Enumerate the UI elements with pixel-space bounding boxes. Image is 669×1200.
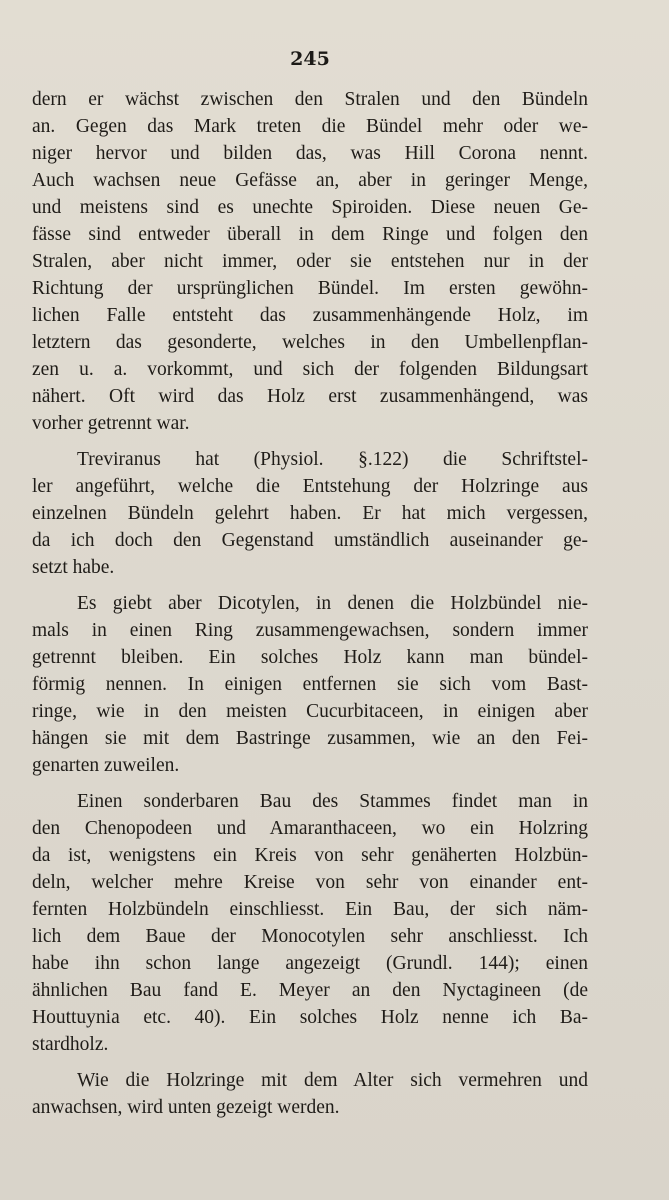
- text-line: habe ihn schon lange angezeigt (Grundl. 144); einen: [32, 953, 588, 974]
- text-line: dern er wächst zwischen den Stralen und den Bündeln: [32, 89, 588, 110]
- text-line: nähert. Oft wird das Holz erst zusammenhängend, was: [32, 386, 588, 407]
- text-line: fässe sind entweder überall in dem Ringe und folgen den: [32, 224, 588, 245]
- paragraph: [32, 590, 588, 779]
- text-line: lich dem Baue der Monocotylen sehr anschliesst. Ich: [32, 926, 588, 947]
- paragraph: [32, 1067, 588, 1121]
- paragraph: [32, 86, 588, 437]
- text-line: Auch wachsen neue Gefässe an, aber in geringer Menge,: [32, 170, 588, 191]
- text-line: ler angeführt, welche die Entstehung der Holzringe aus: [32, 476, 588, 497]
- text-line: und meistens sind es unechte Spiroiden. Diese neuen Ge-: [32, 197, 588, 218]
- paragraph-gap: [32, 581, 588, 590]
- text-line: niger hervor und bilden das, was Hill Corona nennt.: [32, 143, 588, 164]
- text-line: hängen sie mit dem Bastringe zusammen, wie an den Fei-: [32, 728, 588, 749]
- page-number: 245: [290, 48, 330, 70]
- text-line: Es giebt aber Dicotylen, in denen die Holzbündel nie-: [77, 593, 588, 614]
- text-line: vorher getrennt war.: [32, 413, 190, 434]
- paragraph-gap: [32, 1058, 588, 1067]
- text-line: setzt habe.: [32, 557, 115, 578]
- text-line: deln, welcher mehre Kreise von sehr von einander ent-: [32, 872, 588, 893]
- text-line: einzelnen Bündeln gelehrt haben. Er hat mich vergessen,: [32, 503, 588, 524]
- text-line: Stralen, aber nicht immer, oder sie entstehen nur in der: [32, 251, 588, 272]
- text-line: lichen Falle entsteht das zusammenhängende Holz, im: [32, 305, 588, 326]
- text-line: den Chenopodeen und Amaranthaceen, wo ein Holzring: [32, 818, 588, 839]
- text-line: da ich doch den Gegenstand umständlich auseinander ge-: [32, 530, 588, 551]
- text-line: genarten zuweilen.: [32, 755, 180, 776]
- text-line: ähnlichen Bau fand E. Meyer an den Nyctagineen (de: [32, 980, 588, 1001]
- text-line: Houttuynia etc. 40). Ein solches Holz nenne ich Ba-: [32, 1007, 588, 1028]
- paragraph: [32, 788, 588, 1058]
- paragraph: [32, 446, 588, 581]
- paragraph-gap: [32, 437, 588, 446]
- text-line: Richtung der ursprünglichen Bündel. Im ersten gewöhn-: [32, 278, 588, 299]
- text-line: letztern das gesonderte, welches in den Umbellenpflan-: [32, 332, 588, 353]
- text-line: Einen sonderbaren Bau des Stammes findet man in: [77, 791, 588, 812]
- text-line: anwachsen, wird unten gezeigt werden.: [32, 1097, 340, 1118]
- paragraph-gap: [32, 779, 588, 788]
- text-line: fernten Holzbündeln einschliesst. Ein Bau, der sich näm-: [32, 899, 588, 920]
- text-line: mals in einen Ring zusammengewachsen, sondern immer: [32, 620, 588, 641]
- text-line: stardholz.: [32, 1034, 109, 1055]
- body-text: [32, 86, 588, 1121]
- text-line: da ist, wenigstens ein Kreis von sehr genäherten Holzbün-: [32, 845, 588, 866]
- text-line: förmig nennen. In einigen entfernen sie sich vom Bast-: [32, 674, 588, 695]
- text-line: Treviranus hat (Physiol. §.122) die Schriftstel-: [77, 449, 588, 470]
- text-line: an. Gegen das Mark treten die Bündel mehr oder we-: [32, 116, 588, 137]
- text-line: Wie die Holzringe mit dem Alter sich vermehren und: [77, 1070, 588, 1091]
- text-line: ringe, wie in den meisten Cucurbitaceen, in einigen aber: [32, 701, 588, 722]
- text-line: zen u. a. vorkommt, und sich der folgenden Bildungsart: [32, 359, 588, 380]
- text-line: getrennt bleiben. Ein solches Holz kann man bündel-: [32, 647, 588, 668]
